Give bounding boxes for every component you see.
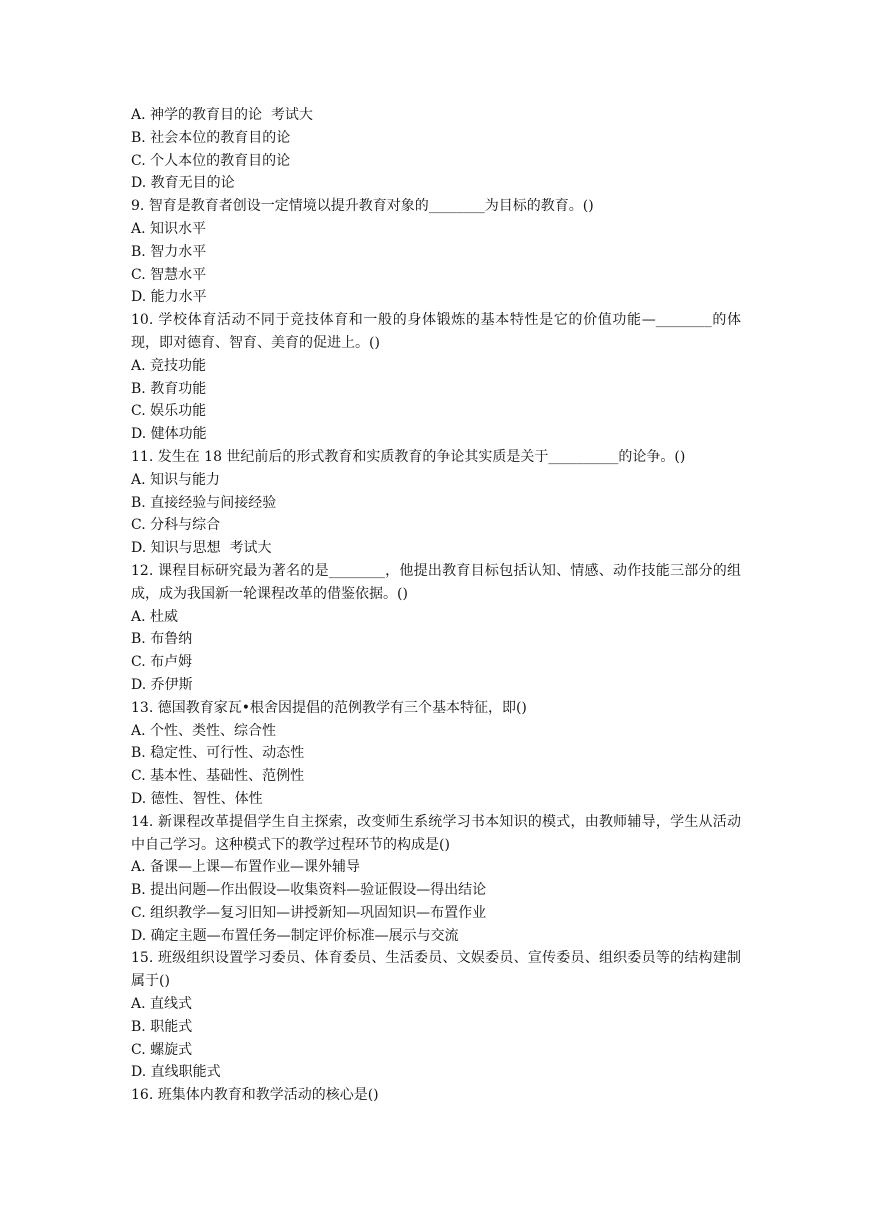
option-11b: B. 直接经验与间接经验 xyxy=(131,494,277,511)
option-15b: B. 职能式 xyxy=(131,1018,193,1035)
question-11 xyxy=(131,446,741,560)
option-10d: D. 健体功能 xyxy=(131,426,207,443)
question-10 xyxy=(131,309,741,446)
option-12b: B. 布鲁纳 xyxy=(131,631,193,648)
question-13-stem: 13. 德国教育家瓦•根舍因提倡的范例教学有三个基本特征，即() xyxy=(131,699,527,716)
question-11-stem: 11. 发生在 18 世纪前后的形式教育和实质教育的争论其实质是关于__________的论争。() xyxy=(131,448,686,465)
option-15a: A. 直线式 xyxy=(131,996,193,1013)
option-9b: B. 智力水平 xyxy=(131,243,207,260)
option-9d: D. 能力水平 xyxy=(131,289,207,306)
question-list xyxy=(131,104,741,1107)
option-10b: B. 教育功能 xyxy=(131,380,207,397)
option-13c: C. 基本性、基础性、范例性 xyxy=(131,768,305,785)
question-12 xyxy=(131,560,741,697)
question-15-stem: 15. 班级组织设置学习委员、体育委员、生活委员、文娱委员、宣传委员、组织委员等的结构建制属于() xyxy=(131,950,741,990)
option-11a: A. 知识与能力 xyxy=(131,471,221,488)
option-14a: A. 备课—上课—布置作业—课外辅导 xyxy=(131,859,361,876)
option-12c: C. 布卢姆 xyxy=(131,654,193,671)
question-10-stem: 10. 学校体育活动不同于竞技体育和一般的身体锻炼的基本特性是它的价值功能—________的体现，即对德育、智育、美育的促进上。() xyxy=(131,312,741,351)
question-15 xyxy=(131,947,741,1084)
option-8a: A. 神学的教育目的论 考试大 xyxy=(131,107,313,123)
question-14-stem: 14. 新课程改革提倡学生自主探索，改变师生系统学习书本知识的模式，由教师辅导，学生从活动中自己学习。这种模式下的教学过程环节的构成是() xyxy=(131,813,741,853)
option-9a: A. 知识水平 xyxy=(131,220,207,237)
question-16-stem: 16. 班集体内教育和教学活动的核心是() xyxy=(131,1087,379,1104)
option-11d: D. 知识与思想 考试大 xyxy=(131,540,272,557)
question-14 xyxy=(131,811,741,948)
option-13a: A. 个性、类性、综合性 xyxy=(131,722,277,739)
question-9-stem: 9. 智育是教育者创设一定情境以提升教育对象的________为目标的教育。() xyxy=(131,198,594,215)
question-8-options xyxy=(131,104,741,195)
option-14c: C. 组织教学—复习旧知—讲授新知—巩固知识—布置作业 xyxy=(131,904,487,921)
question-13 xyxy=(131,697,741,811)
option-11c: C. 分科与综合 xyxy=(131,517,221,534)
question-9 xyxy=(131,195,741,309)
question-12-stem: 12. 课程目标研究最为著名的是________，他提出教育目标包括认知、情感、动作技能三部分的组成，成为我国新一轮课程改革的借鉴依据。() xyxy=(131,562,741,602)
option-12a: A. 杜威 xyxy=(131,608,179,625)
option-12d: D. 乔伊斯 xyxy=(131,676,193,693)
option-10a: A. 竞技功能 xyxy=(131,357,207,374)
option-14b: B. 提出问题—作出假设—收集资料—验证假设—得出结论 xyxy=(131,882,487,899)
option-15d: D. 直线职能式 xyxy=(131,1064,221,1081)
option-8d: D. 教育无目的论 xyxy=(131,175,235,192)
option-9c: C. 智慧水平 xyxy=(131,266,207,283)
option-14d: D. 确定主题—布置任务—制定评价标准—展示与交流 xyxy=(131,927,459,944)
option-15c: C. 螺旋式 xyxy=(131,1041,193,1058)
option-8b: B. 社会本位的教育目的论 xyxy=(131,129,291,146)
option-8c: C. 个人本位的教育目的论 xyxy=(131,152,291,169)
question-16 xyxy=(131,1084,741,1107)
option-13b: B. 稳定性、可行性、动态性 xyxy=(131,745,305,762)
option-10c: C. 娱乐功能 xyxy=(131,403,207,420)
option-13d: D. 德性、智性、体性 xyxy=(131,790,263,807)
